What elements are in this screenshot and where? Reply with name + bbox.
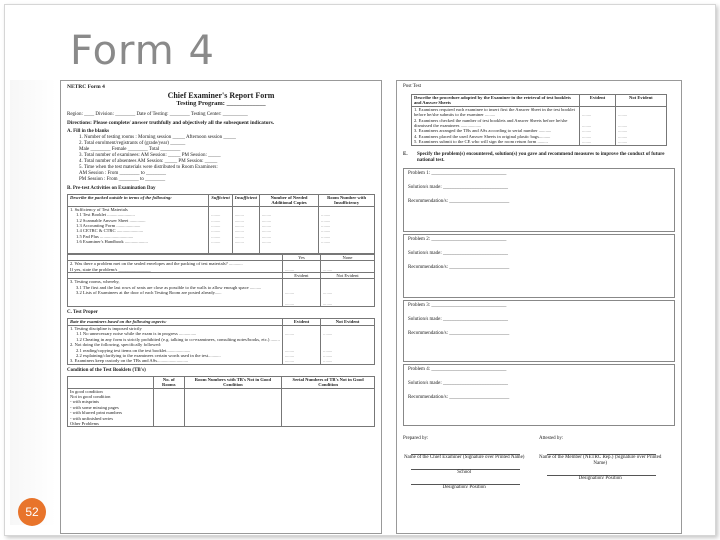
- slide-left-bar: [10, 80, 56, 525]
- table-d-item: 5. Examiners submit to the CE who will sign the room return form .........: [414, 139, 548, 145]
- solution-label: Solution/s made: __________________________: [408, 316, 508, 322]
- table-b-item: 1.6 Examiner's Handbook ....................: [76, 239, 148, 245]
- table-b2-none: None: [321, 254, 375, 260]
- table-b2-question: [68, 261, 283, 273]
- table-cond-items: [68, 388, 154, 427]
- table-cond-header: Serial Numbers of TB's Not in Good Condition: [282, 376, 375, 388]
- table-b-header: Insufficient: [232, 195, 259, 207]
- table-b2-question-3: [68, 279, 283, 307]
- b-question-2: 2. Was there a problem met on the sealed envelopes and the packing of test materials? ............: [70, 261, 243, 267]
- designation-right: Designation/ Position: [578, 475, 622, 481]
- table-b-header: Sufficient: [209, 195, 233, 207]
- table-b2-evident: Evident: [282, 273, 320, 279]
- problem-box: [403, 168, 675, 232]
- table-c-item: 2.2 explaining/clarifying to the examinees certain words used in the test...........: [76, 352, 221, 358]
- table-d: [411, 94, 667, 146]
- directions: Directions: Please complete/ answer truthfully and objectively all the subsequent indicators.: [67, 120, 275, 126]
- page-number-badge: 52: [18, 498, 46, 526]
- table-b: [67, 194, 375, 254]
- table-d-items: [412, 106, 580, 145]
- sig-left: Name of the Chief Examiner (Signature over Printed Name): [403, 454, 525, 460]
- school-label: School: [457, 469, 472, 475]
- solution-label: Solution/s made: __________________________: [408, 250, 508, 256]
- table-b2-cell: ........: [282, 261, 320, 273]
- table-condition: [67, 376, 375, 428]
- table-c-header: Not Evident: [321, 319, 375, 325]
- region-line: Region: ____ Division: ________ Date of Testing: ________ Testing Center: __________: [67, 112, 248, 117]
- slide-title: Form 4: [70, 28, 215, 74]
- table-b-cell: ........ ........ ........ ........ ........ ........: [232, 206, 259, 253]
- table-d-item: 1. Examiners required each examinee to insert first the Answer Sheet in the test booklet before he/she submits to the examiner .........: [414, 106, 575, 118]
- table-d-header: Not Evident: [616, 95, 667, 107]
- attested-by: Attested by:: [539, 435, 564, 441]
- table-c-item: 1.1 No unnecessary noise while the exam is in progress ...............: [76, 331, 197, 337]
- table-c-header: Evident: [282, 319, 320, 325]
- table-c-cell: ........ ........ ........ ........: [282, 325, 320, 364]
- problem-label: Problem 1: ______________________________: [408, 170, 507, 176]
- table-b2-cell: ........ ........: [282, 279, 320, 307]
- designation-left: Designation/ Position: [442, 484, 486, 490]
- table-b2-yes: Yes: [282, 254, 320, 260]
- recommendation-label: Recommendation/s: ________________________: [408, 198, 510, 204]
- table-c-cell: ........ ........ ........ ........: [321, 325, 375, 364]
- prepared-by: Prepared by:: [403, 435, 429, 441]
- attested-column: [539, 436, 675, 491]
- b-question-3-item: 3.2 Lists of Examinees at the door of each Testing Room are posted already......: [76, 290, 222, 296]
- table-d-cell: ........ ........ ........ ........ ........: [616, 106, 667, 145]
- recommendation-label: Recommendation/s: ________________________: [408, 330, 510, 336]
- section-e: [403, 152, 675, 164]
- cond-item: - with some missing pages: [70, 404, 119, 410]
- table-cond-header: [68, 376, 154, 388]
- table-b2-not-evident: Not Evident: [321, 273, 375, 279]
- post-test-header: Post Test: [403, 84, 422, 89]
- cond-item: Other Problems: [70, 420, 99, 426]
- testing-program: Testing Program: ____________: [176, 100, 266, 107]
- a-item: 3. Total number of examinees: AM Session: _____ PM Session: _____: [79, 153, 221, 158]
- form-label: NETRC Form 4: [67, 84, 105, 90]
- section-b: B. Pre-test Activities on Examination Day: [67, 186, 156, 191]
- a-item: 5. Time when the test materials were distributed to Room Examiners:: [79, 165, 218, 170]
- form-page-left: [60, 80, 382, 534]
- table-b-items: [68, 206, 209, 253]
- cond-item: In good condition: [70, 388, 103, 394]
- table-b-item: 1.3 Accounting Form .....................: [76, 223, 141, 229]
- cond-item: - with blurred print numbers: [70, 410, 123, 416]
- problem-label: Problem 4: ______________________________: [408, 366, 507, 372]
- table-cond-cell: [184, 388, 282, 427]
- a-item: PM Session : From ________ to ________: [79, 177, 166, 182]
- problem-label: Problem 3: ______________________________: [408, 302, 507, 308]
- a-item: Male ________ Female ________ Total ________: [79, 147, 181, 152]
- table-cond-cell: [153, 388, 184, 427]
- problem-label: Problem 2: ______________________________: [408, 236, 507, 242]
- table-b-cell: ........ ........ ........ ........ ........ ........: [319, 206, 375, 253]
- table-b-item: 1.2 Scannable Answer Sheet ..............: [76, 217, 146, 223]
- cond-item: - with unfinished series: [70, 415, 113, 421]
- table-b-item: 1.1 Test Booklet ........................: [76, 212, 135, 218]
- table-d-header: Describe the procedure adopted by the Examiner in the retrieval of test booklets and Answer Sheets: [412, 95, 580, 107]
- table-d-item: 2. Examiners checked the number of test booklets and Answer Sheets before he/she dismissed the examinees ..................: [414, 117, 568, 129]
- table-cond-header: Room Numbers with TB's Not in Good Condition: [184, 376, 282, 388]
- table-c: [67, 318, 375, 364]
- cond-item: - with misprints: [70, 399, 100, 405]
- table-c-item: 2.1 reading/copying test items on the test booklet.....................: [76, 347, 191, 353]
- section-e-label: E.: [403, 151, 408, 157]
- problem-box: [403, 234, 675, 298]
- table-c-item: 2. Not doing the following, specifically followed:: [70, 342, 162, 348]
- table-b-item: 1. Sufficiency of Test Materials: [70, 206, 128, 212]
- b-question-3: 3. Testing rooms, whereby,: [70, 279, 120, 285]
- table-c-items: [68, 325, 283, 364]
- table-c-header: Rate the examiners based on the following aspects:: [68, 319, 283, 325]
- table-cond-header: No. of Rooms: [153, 376, 184, 388]
- prepared-column: [403, 436, 539, 491]
- b-question-2b: If yes, state the problem/s ______________: [70, 266, 151, 272]
- table-b2-cell: ........: [321, 261, 375, 273]
- table-b2-cell: ........ ........: [321, 279, 375, 307]
- solution-label: Solution/s made: __________________________: [408, 184, 508, 190]
- a-item: 2. Total enrolment/registrants of (grade/year) ______: [79, 141, 186, 146]
- table-b-cell: ........ ........ ........ ........ ........ ........: [209, 206, 233, 253]
- form-title: Chief Examiner's Report Form: [167, 91, 275, 100]
- table-cond-cell: [282, 388, 375, 427]
- section-a: A. Fill in the blanks: [67, 129, 110, 134]
- section-a-list: [67, 135, 375, 183]
- table-d-header: Evident: [580, 95, 616, 107]
- table-d-item: 4. Examiners placed the used Answer Sheets in original plastic bags..........: [414, 133, 551, 139]
- table-c-item: 1. Testing discipline is imposed strictly: [70, 325, 142, 331]
- table-b-item: 1.5 Pad Plus .............................: [76, 233, 134, 239]
- condition-title: Condition of the Test Booklets (TB's): [67, 367, 146, 373]
- a-item: AM Session : From ________ to ________: [79, 171, 166, 176]
- table-d-cell: ........ ........ ........ ........ ........: [580, 106, 616, 145]
- a-item: 1. Number of testing rooms : Morning session _____ Afternoon session _____: [79, 135, 236, 140]
- table-d-item: 3. Examiners arranged the TBs and ASs according to serial number ...........: [414, 128, 552, 134]
- table-c-item: 3. Examiners keep custody on the TBs and ASs...........................: [70, 358, 189, 364]
- table-b-header: Describe the packed outside in terms of the following:: [68, 195, 209, 207]
- section-e-text: Specify the problem(s) encountered, solution(s) you gave and recommend measures to improve the conduct of future national test.: [417, 151, 665, 163]
- a-item: 4. Total number of absentees AM Session: _____ PM Session: _____: [79, 159, 218, 164]
- b-question-3-item: 3.1 The first and the last rows of seats are close as possible to the walls to allow enough space ..........: [76, 284, 262, 290]
- table-b-cell: ........ ........ ........ ........ ........ ........: [259, 206, 318, 253]
- section-c: C. Test Proper: [67, 310, 98, 316]
- table-b-item: 1.4 CETRC & CTRC .......................: [76, 228, 144, 234]
- table-b2: [67, 254, 375, 308]
- sig-right: Name of the Member (NETRC Rep.) (Signature over Printed Name): [539, 454, 662, 466]
- form-page-right: [396, 80, 682, 534]
- table-b-header: Number of Needed Additional Copies: [259, 195, 318, 207]
- table-b-header: Room Number with Insufficiency: [319, 195, 375, 207]
- recommendation-label: Recommendation/s: ________________________: [408, 264, 510, 270]
- table-c-item: 1.2 Cheating in any form is strictly prohibited (e.g. talking to co-examinees, consulting notes/books, etc.) ........: [76, 336, 280, 342]
- problem-box: [403, 364, 675, 426]
- recommendation-label: Recommendation/s: ________________________: [408, 394, 510, 400]
- signature-area: [403, 436, 675, 491]
- problem-box: [403, 300, 675, 362]
- cond-item: Not in good condition: [70, 393, 111, 399]
- solution-label: Solution/s made: __________________________: [408, 380, 508, 386]
